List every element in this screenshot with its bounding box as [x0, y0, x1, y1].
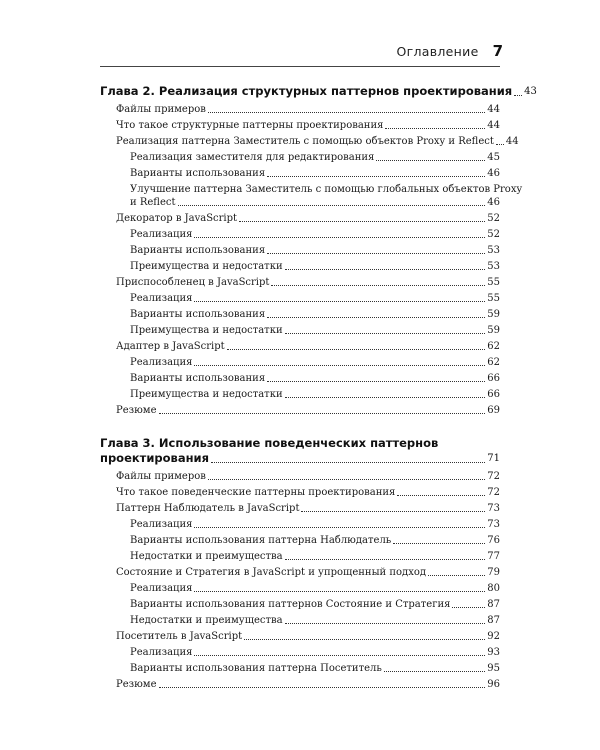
toc-entry [100, 135, 519, 148]
toc-entry-title: Резюме [116, 405, 157, 416]
table-of-contents [100, 84, 537, 694]
toc-entry [100, 151, 500, 164]
toc-entry [100, 167, 500, 180]
dot-leader [285, 269, 486, 270]
toc-entry-page: 96 [487, 679, 500, 690]
toc-entry [100, 614, 500, 627]
toc-entry [100, 598, 500, 611]
dot-leader [194, 365, 485, 366]
toc-entry [100, 212, 500, 225]
toc-entry-page: 44 [487, 120, 500, 131]
toc-entry-title: Реализация паттерна Заместитель с помощью объектов Proxy и Reflect [116, 136, 494, 147]
toc-entry-title: Файлы примеров [116, 104, 206, 115]
toc-entry-page: 72 [487, 471, 500, 482]
toc-entry-page: 55 [487, 277, 500, 288]
dot-leader [267, 381, 485, 382]
dot-leader [267, 176, 485, 177]
toc-entry-title: Резюме [116, 679, 157, 690]
toc-entry-title-cont: и Reflect [130, 197, 176, 208]
toc-entry [100, 486, 500, 499]
toc-entry-page: 45 [487, 152, 500, 163]
dot-leader [496, 144, 504, 145]
toc-entry-title: Реализация [130, 647, 193, 658]
dot-leader [271, 285, 485, 286]
dot-leader [393, 543, 485, 544]
dot-leader [194, 655, 485, 656]
dot-leader [285, 397, 486, 398]
toc-entry-title: Варианты использования паттерна Наблюдатель [130, 535, 392, 546]
toc-entry-page: 73 [487, 503, 500, 514]
toc-entry-title: Улучшение паттерна Заместитель с помощью глобальных объектов Proxy [130, 184, 523, 195]
toc-entry-title: Реализация [130, 293, 193, 304]
toc-entry-title: Преимущества и недостатки [130, 261, 283, 272]
toc-entry-title: Недостатки и преимущества [130, 551, 283, 562]
toc-entry-page: 53 [487, 261, 500, 272]
toc-entry-title: Реализация [130, 519, 193, 530]
dot-leader [159, 413, 486, 414]
toc-entry [100, 582, 500, 595]
chapter-page: 71 [487, 453, 500, 464]
dot-leader [285, 559, 486, 560]
toc-entry-page: 44 [505, 136, 519, 147]
toc-entry [100, 356, 500, 369]
toc-entry-title: Варианты использования [130, 245, 266, 256]
toc-entry-title: Варианты использования паттерна Посетитель [130, 663, 382, 674]
dot-leader [428, 575, 485, 576]
toc-entry-title: Варианты использования [130, 309, 266, 320]
toc-entry-page: 95 [487, 663, 500, 674]
toc-entry-page: 73 [487, 519, 500, 530]
dot-leader [376, 160, 485, 161]
toc-entry [100, 534, 500, 547]
toc-entry [100, 340, 500, 353]
chapter-page: 43 [524, 86, 537, 97]
toc-entry [100, 292, 500, 305]
toc-entry-title: Преимущества и недостатки [130, 389, 283, 400]
toc-entry-title: Паттерн Наблюдатель в JavaScript [116, 503, 300, 514]
toc-entry-page: 80 [487, 583, 500, 594]
toc-entry-title: Что такое структурные паттерны проектирования [116, 120, 384, 131]
toc-entry-page: 46 [487, 168, 500, 179]
toc-entry-page: 59 [487, 325, 500, 336]
dot-leader [384, 671, 485, 672]
chapter-heading [100, 84, 537, 99]
toc-entry-title: Что такое поведенческие паттерны проектирования [116, 487, 396, 498]
dot-leader [267, 253, 485, 254]
dot-leader [244, 639, 485, 640]
toc-entry-page: 44 [487, 104, 500, 115]
toc-entry-page: 55 [487, 293, 500, 304]
dot-leader [194, 301, 485, 302]
toc-entry-page: 76 [487, 535, 500, 546]
dot-leader [178, 205, 486, 206]
toc-entry [100, 566, 500, 579]
toc-entry-title: Преимущества и недостатки [130, 325, 283, 336]
toc-entry-title: Посетитель в JavaScript [116, 631, 243, 642]
toc-entry-title: Декоратор в JavaScript [116, 213, 238, 224]
toc-entry-page: 87 [487, 599, 500, 610]
dot-leader [159, 687, 486, 688]
toc-entry [100, 518, 500, 531]
toc-entry-page: 69 [487, 405, 500, 416]
dot-leader [385, 128, 485, 129]
dot-leader [397, 495, 485, 496]
toc-entry-page: 52 [487, 229, 500, 240]
toc-entry-title: Варианты использования [130, 168, 266, 179]
toc-entry-title: Недостатки и преимущества [130, 615, 283, 626]
header-rule [100, 66, 500, 67]
dot-leader [514, 95, 522, 96]
toc-entry-page: 92 [487, 631, 500, 642]
chapter-title: проектирования [100, 451, 209, 465]
toc-entry-page: 66 [487, 373, 500, 384]
toc-entry-page: 77 [487, 551, 500, 562]
toc-entry [100, 119, 500, 132]
dot-leader [239, 221, 485, 222]
toc-entry-title: Реализация [130, 357, 193, 368]
toc-entry-title: Варианты использования паттернов Состояние и Стратегия [130, 599, 451, 610]
dot-leader [194, 591, 485, 592]
toc-entry-title: Файлы примеров [116, 471, 206, 482]
toc-entry [100, 550, 500, 563]
section-gap [100, 420, 500, 436]
toc-entry [100, 678, 500, 691]
toc-entry [100, 276, 500, 289]
toc-entry [100, 404, 500, 417]
chapter-heading [100, 451, 500, 466]
toc-entry-page: 93 [487, 647, 500, 658]
dot-leader [452, 607, 485, 608]
toc-entry-page: 62 [487, 341, 500, 352]
toc-entry [100, 308, 500, 321]
toc-entry [100, 260, 500, 273]
toc-entry [100, 228, 500, 241]
toc-entry [100, 630, 500, 643]
toc-entry [100, 388, 500, 401]
toc-entry-title: Реализация [130, 229, 193, 240]
toc-entry [100, 196, 500, 209]
dot-leader [285, 623, 486, 624]
toc-entry-page: 46 [487, 197, 500, 208]
running-head-title: Оглавление [396, 44, 479, 59]
dot-leader [267, 317, 485, 318]
chapter-title: Глава 2. Реализация структурных паттернов проектирования [100, 84, 513, 98]
running-head [396, 42, 503, 60]
toc-entry [100, 103, 500, 116]
toc-entry [100, 244, 500, 257]
dot-leader [208, 112, 485, 113]
toc-entry-page: 79 [487, 567, 500, 578]
toc-entry-title: Реализация [130, 583, 193, 594]
toc-entry-title: Приспособленец в JavaScript [116, 277, 270, 288]
toc-entry-title: Варианты использования [130, 373, 266, 384]
dot-leader [301, 511, 485, 512]
toc-entry-page: 66 [487, 389, 500, 400]
page-number: 7 [492, 42, 503, 60]
toc-entry-page: 52 [487, 213, 500, 224]
toc-entry-title: Реализация заместителя для редактирования [130, 152, 375, 163]
dot-leader [211, 462, 485, 463]
toc-entry [100, 662, 500, 675]
toc-entry [100, 470, 500, 483]
toc-entry [100, 324, 500, 337]
chapter-title-line: Глава 3. Использование поведенческих паттернов [100, 436, 439, 450]
toc-entry [100, 646, 500, 659]
dot-leader [194, 237, 485, 238]
dot-leader [227, 349, 486, 350]
dot-leader [194, 527, 485, 528]
toc-entry-page: 53 [487, 245, 500, 256]
toc-entry [100, 502, 500, 515]
dot-leader [285, 333, 486, 334]
toc-entry-line [100, 183, 523, 196]
toc-entry-title: Состояние и Стратегия в JavaScript и упрощенный подход [116, 567, 427, 578]
toc-entry-title: Адаптер в JavaScript [116, 341, 225, 352]
toc-entry-page: 72 [487, 487, 500, 498]
dot-leader [208, 479, 485, 480]
toc-entry-page: 87 [487, 615, 500, 626]
toc-entry-page: 62 [487, 357, 500, 368]
toc-entry [100, 372, 500, 385]
toc-entry-page: 59 [487, 309, 500, 320]
